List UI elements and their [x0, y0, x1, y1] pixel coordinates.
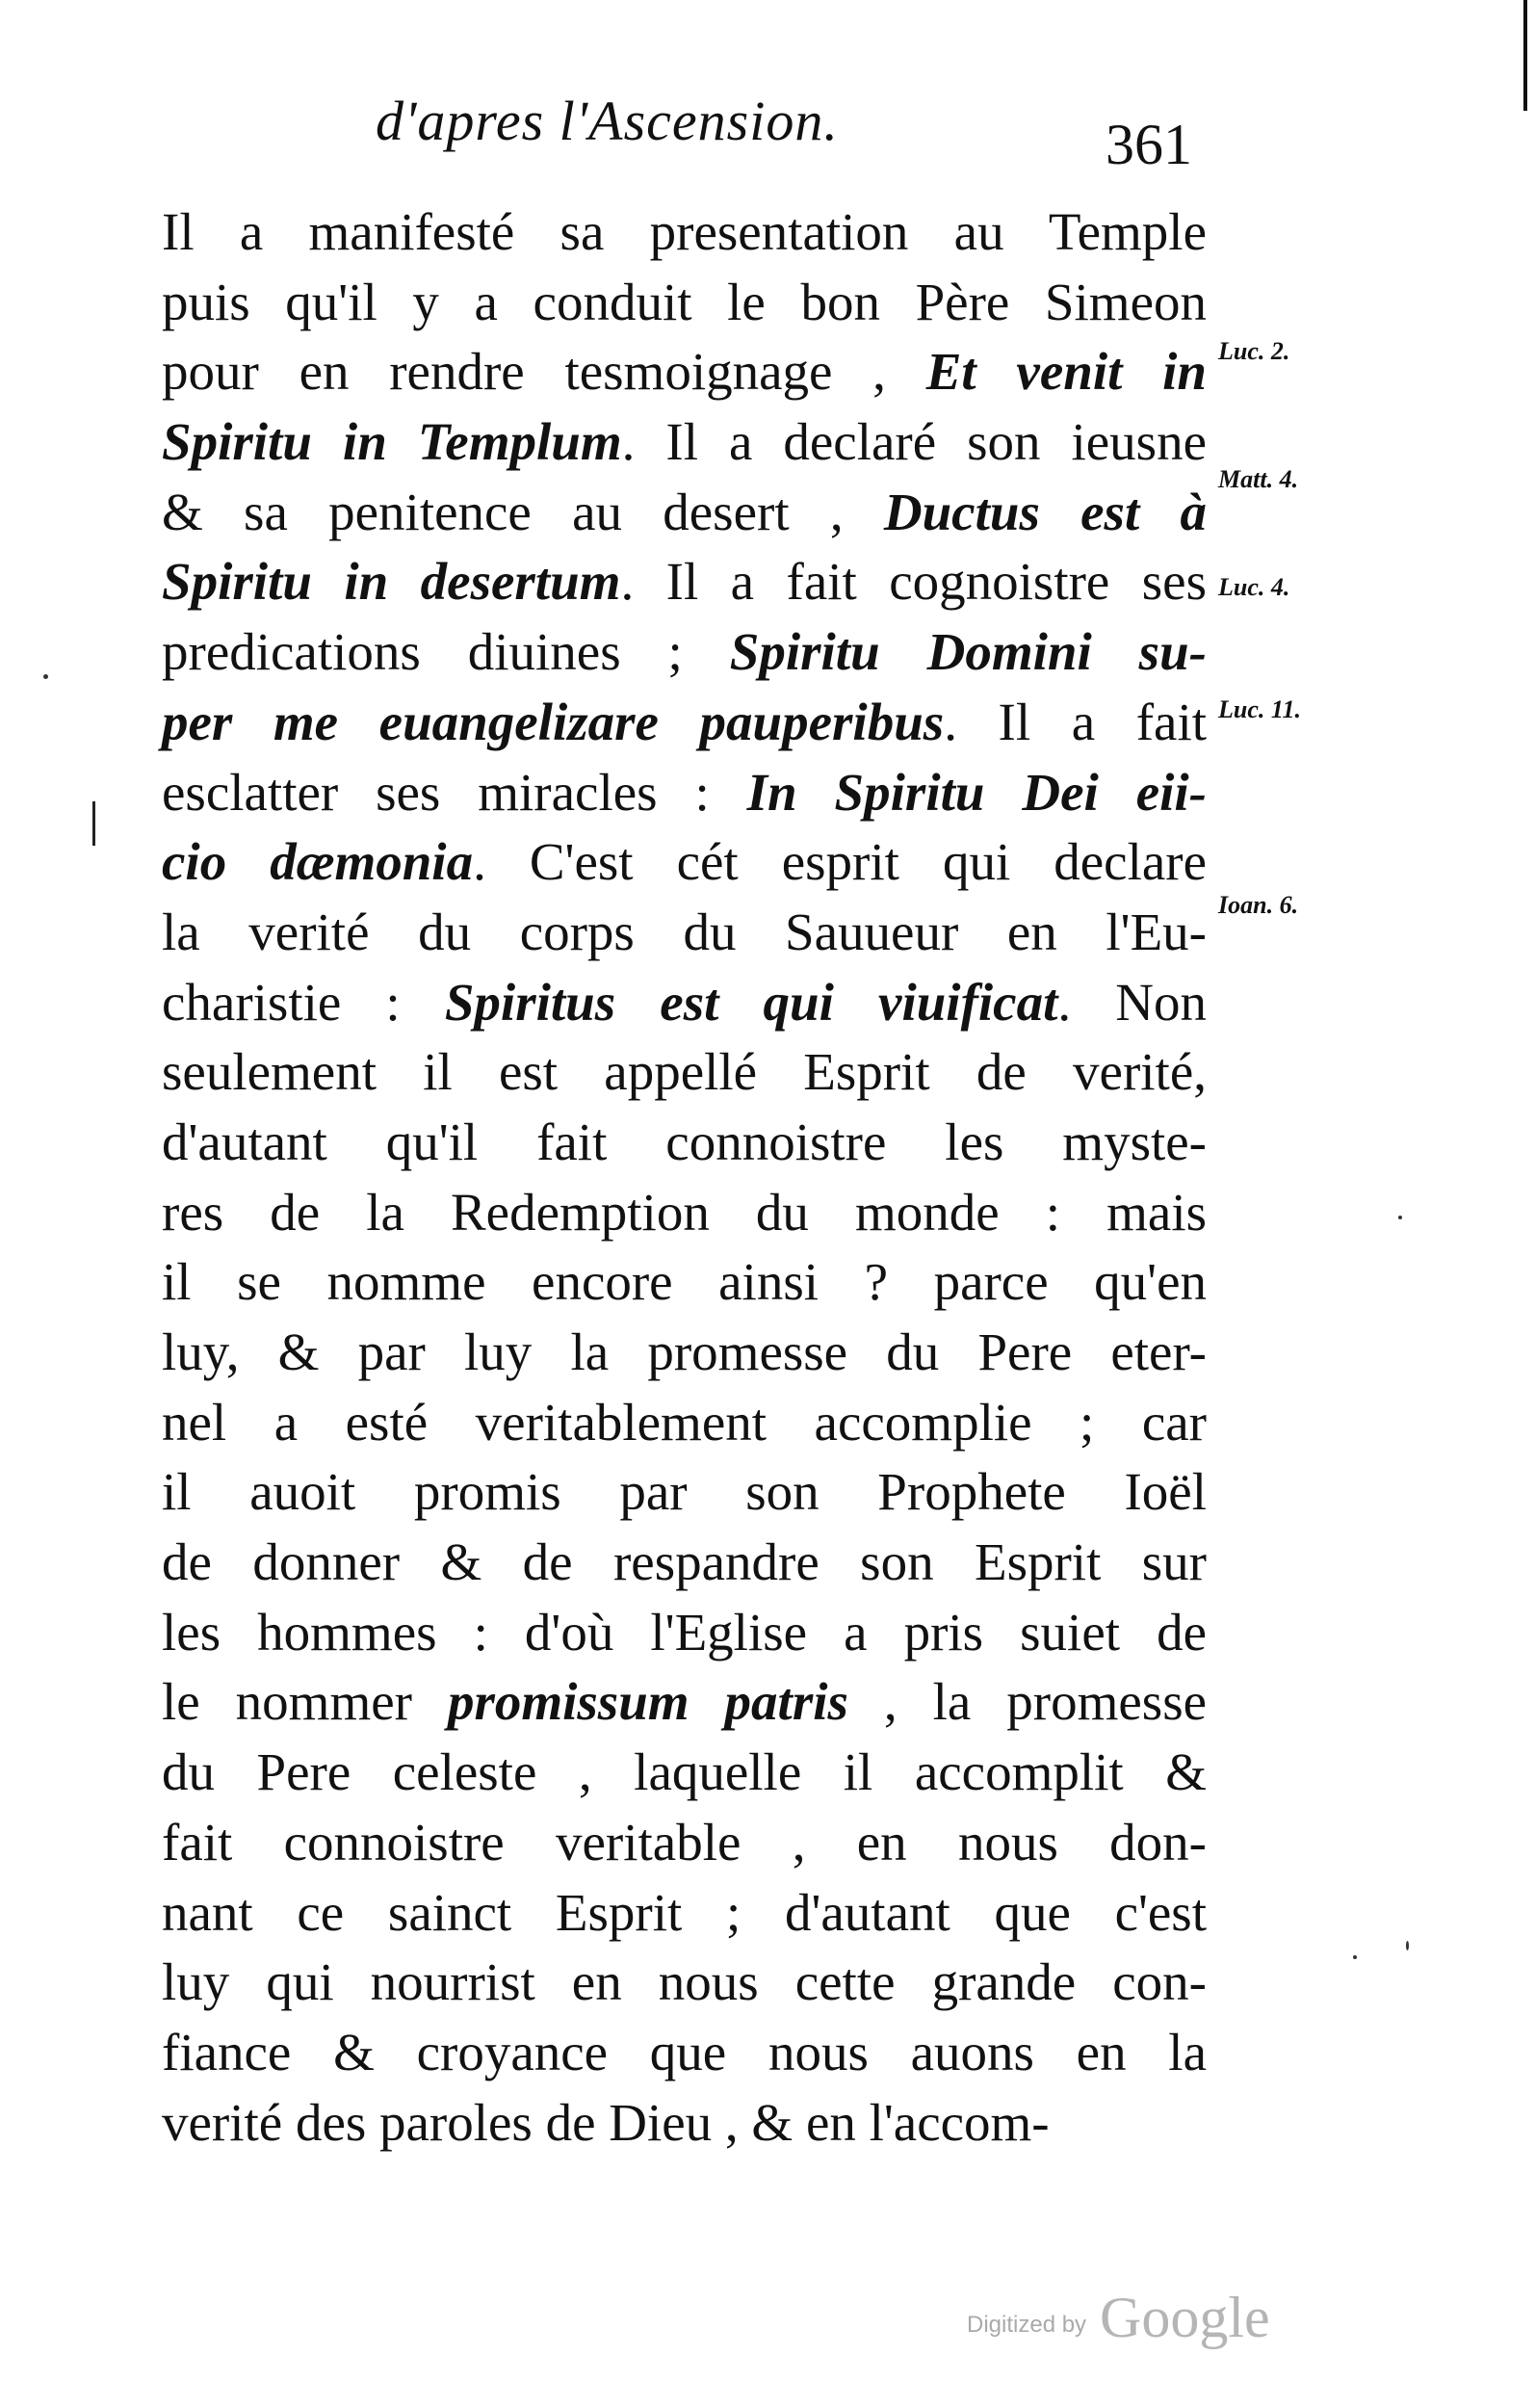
text-run: les hommes : d'où l'Eglise a pris suiet de	[162, 1602, 1207, 1662]
latin-quote: Spiritu in Templum	[162, 412, 622, 472]
text-line	[162, 1667, 1207, 1738]
text-run: . Il a fait cognoistre ses	[620, 552, 1207, 612]
text-line	[162, 1528, 1207, 1598]
text-run: Il a manifesté sa presentation au Temple	[162, 202, 1207, 261]
text-line	[162, 2018, 1207, 2088]
text-line	[162, 1247, 1207, 1318]
text-line	[162, 1178, 1207, 1248]
paper-speck	[1353, 1955, 1357, 1959]
text-line	[162, 1738, 1207, 1808]
text-line	[162, 1808, 1207, 1878]
text-run: verité des paroles de Dieu , & en l'accom-	[162, 2092, 1050, 2152]
latin-quote: In Spiritu Dei eii-	[746, 762, 1207, 822]
text-run: , la promesse	[847, 1672, 1208, 1732]
text-run: esclatter ses miracles :	[162, 762, 747, 822]
text-run: . Il a fait	[944, 692, 1208, 751]
text-line	[162, 2088, 1207, 2159]
google-logo: Google	[1100, 2286, 1270, 2349]
text-line	[162, 547, 1207, 617]
paper-speck	[1406, 1941, 1409, 1950]
margin-note: Luc. 11.	[1218, 695, 1301, 723]
text-line	[162, 1037, 1207, 1108]
latin-quote: Ductus est à	[883, 482, 1207, 541]
latin-quote: Spiritu in desertum	[162, 552, 621, 612]
latin-quote: Et venit in	[925, 342, 1207, 402]
text-run: nant ce sainct Esprit ; d'autant que c'est	[162, 1882, 1207, 1942]
text-line	[162, 1318, 1207, 1388]
text-run: il se nomme encore ainsi ? parce qu'en	[162, 1252, 1207, 1312]
text-line	[162, 1878, 1207, 1949]
paper-speck	[43, 674, 48, 679]
text-line	[162, 1457, 1207, 1528]
text-run: luy, & par luy la promesse du Pere eter-	[162, 1322, 1207, 1381]
margin-note: Ioan. 6.	[1218, 891, 1299, 919]
text-line	[162, 1388, 1207, 1458]
text-line	[162, 407, 1207, 478]
margin-mark	[92, 801, 95, 846]
text-run: res de la Redemption du monde : mais	[162, 1182, 1207, 1242]
text-run: . Il a declaré son ieusne	[621, 412, 1207, 472]
text-run: nel a esté veritablement accomplie ; car	[162, 1392, 1207, 1452]
text-run: seulement il est appellé Esprit de verité,	[162, 1042, 1207, 1102]
text-run: pour en rendre tesmoignage ,	[162, 342, 926, 402]
text-run: . C'est cét esprit qui declare	[473, 832, 1207, 892]
text-run: luy qui nourrist en nous cette grande con-	[162, 1952, 1207, 2012]
latin-quote: Spiritu Domini su-	[729, 622, 1207, 682]
text-run: charistie :	[162, 972, 445, 1032]
text-line	[162, 968, 1207, 1038]
body-text	[162, 197, 1207, 2158]
text-run: il auoit promis par son Prophete Ioël	[162, 1462, 1207, 1522]
margin-note: Luc. 4.	[1218, 573, 1290, 601]
text-run: puis qu'il y a conduit le bon Père Simeon	[162, 272, 1207, 331]
paper-speck	[1398, 1216, 1402, 1219]
page-number: 361	[1106, 113, 1192, 176]
latin-quote: per me euangelizare pauperibus	[162, 692, 945, 751]
text-line	[162, 1598, 1207, 1668]
text-run: fiance & croyance que nous auons en la	[162, 2022, 1207, 2081]
text-run: . Non	[1057, 972, 1207, 1032]
digitized-label: Digitized by	[967, 2312, 1087, 2338]
text-line	[162, 1948, 1207, 2018]
text-run: de donner & de respandre son Esprit sur	[162, 1532, 1207, 1592]
text-run: d'autant qu'il fait connoistre les myste-	[162, 1112, 1207, 1171]
text-run: predications diuines ;	[162, 622, 730, 682]
latin-quote: Spiritus est qui viuificat	[444, 972, 1058, 1032]
text-line	[162, 197, 1207, 268]
running-head: d'apres l'Ascension.	[376, 90, 839, 152]
text-line	[162, 898, 1207, 968]
latin-quote: cio dæmonia	[162, 832, 474, 892]
text-run: fait connoistre veritable , en nous don-	[162, 1812, 1207, 1871]
text-run: le nommer	[162, 1672, 448, 1732]
text-run: la verité du corps du Sauueur en l'Eu-	[162, 902, 1207, 961]
text-line	[162, 337, 1207, 407]
page-edge-rule	[1523, 0, 1527, 111]
text-line	[162, 268, 1207, 338]
text-line	[162, 1108, 1207, 1178]
text-line	[162, 688, 1207, 758]
margin-note: Luc. 2.	[1218, 337, 1290, 365]
margin-note: Matt. 4.	[1218, 465, 1299, 493]
text-line	[162, 617, 1207, 688]
text-run: du Pere celeste , laquelle il accomplit &	[162, 1742, 1207, 1802]
text-line	[162, 478, 1207, 548]
text-run: & sa penitence au desert ,	[162, 482, 884, 541]
latin-quote: promissum patris	[447, 1672, 848, 1732]
text-line	[162, 827, 1207, 898]
text-line	[162, 758, 1207, 828]
